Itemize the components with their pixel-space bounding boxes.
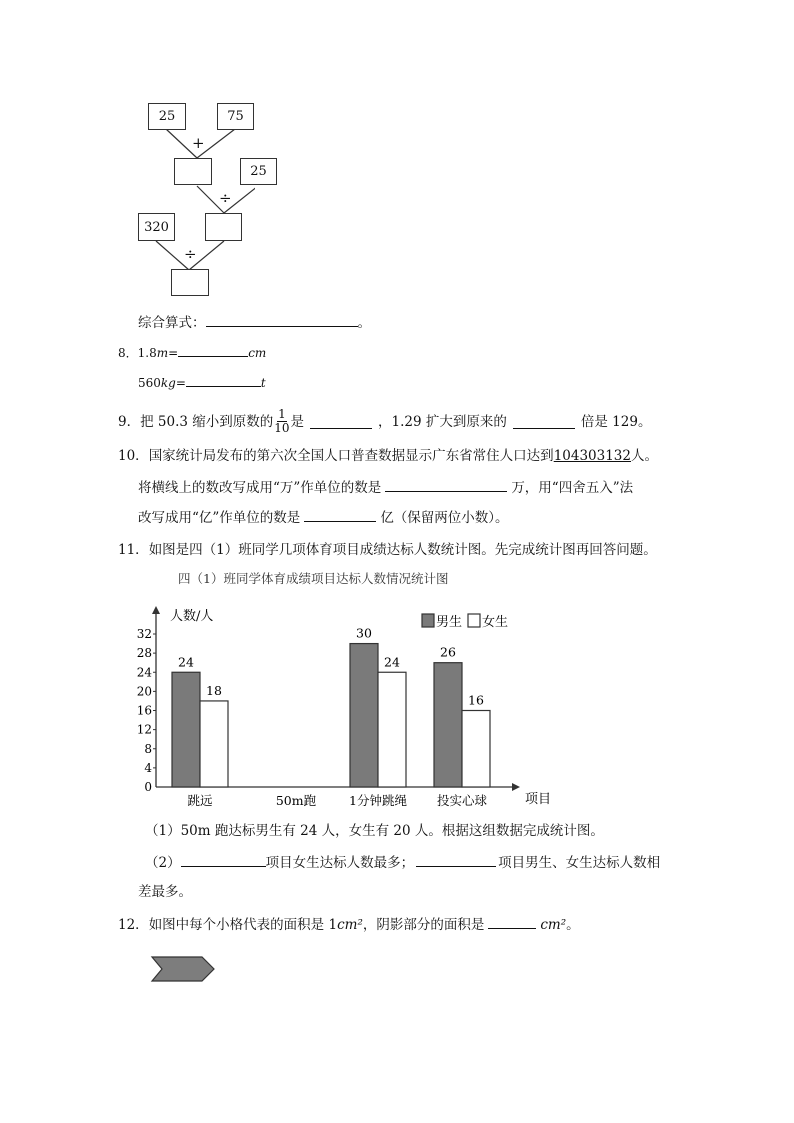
y-tick-label: 8 [144,741,152,756]
bar-value-label: 18 [206,682,222,698]
bar-value-label: 30 [356,625,372,641]
q10-number: 10． [118,448,149,464]
y-tick-label: 28 [136,646,152,661]
q10-text-1: 国家统计局发布的第六次全国人口普查数据显示广东省常住人口达到 [148,448,554,464]
q11-sub2-text-c: 项目男生、女生达标人数相 [498,855,661,871]
tree-box-b: 75 [217,103,254,130]
tree-box-g[interactable] [171,269,209,296]
q11-sub2-label: （2） [145,855,181,871]
q9-part1: 把 50.3 缩小到原数的 [140,413,274,430]
q11-line [118,540,657,560]
q12-unit-1: cm² [337,917,363,933]
q10-blank-1[interactable] [385,477,507,492]
q10-text-2b: 万，用“四舍五入”法 [511,480,634,496]
x-axis-label: 项目 [525,792,552,807]
q8-unit-t: t [260,376,266,390]
q8-number: 8． [118,346,138,360]
q8-line1 [118,342,266,363]
bar-value-label: 16 [468,692,484,708]
q9-frac-den: 10 [274,421,290,435]
x-tick-label: 投实心球 [436,793,488,808]
tree-box-f[interactable] [205,213,242,241]
bar-boys [172,672,200,787]
q8-value-2: 560 [138,376,161,390]
y-tick-label: 4 [144,760,152,775]
q8-line2 [138,372,266,393]
q11-blank-2[interactable] [416,852,496,867]
q10-text-3b: 亿（保留两位小数）。 [380,510,509,526]
tree-op-divide-2: ÷ [184,245,197,263]
y-tick-label: 12 [136,722,152,737]
q11-sub2-line [145,852,660,873]
bar-value-label: 26 [440,644,456,660]
tree-op-plus: + [192,134,205,152]
q12-text-c: 。 [566,917,580,933]
y-axis-arrow [152,606,160,614]
bar-girls [200,701,228,787]
y-tick-label: 24 [136,665,152,680]
q12-unit-2: cm² [540,917,567,933]
chart-title: 四（1）班同学体育成绩项目达标人数情况统计图 [178,571,449,586]
q9-blank-1[interactable] [310,414,372,429]
q10-line2 [138,477,633,498]
q10-text-2: 将横线上的数改写成用“万”作单位的数是 [138,480,382,496]
shaded-arrow-shape [150,955,220,985]
q8-blank-2[interactable] [186,372,261,387]
y-tick-label: 16 [136,703,152,718]
q10-text-1b: 人。 [631,448,658,464]
formula-line [138,312,371,333]
q9-part2: 是 [290,413,305,430]
tree-box-a: 25 [148,103,186,130]
legend-label: 女生 [482,615,509,630]
bar-girls [378,672,406,787]
q9-frac-num: 1 [278,407,286,421]
q8-unit-m: m [156,346,169,360]
q9-number: 9． [118,413,141,430]
q10-population: 104303132 [553,448,631,464]
q8-unit-kg: kg [160,376,176,390]
q8-blank-1[interactable] [178,342,248,357]
q8-eq-2: = [175,376,186,390]
y-tick-label: 20 [136,684,152,699]
q12-line [118,914,580,935]
q10-text-3: 改写成用“亿”作单位的数是 [138,510,301,526]
legend-label: 男生 [436,615,463,630]
tree-box-e: 320 [138,213,175,241]
q9-blank-2[interactable] [513,414,575,429]
x-tick-label: 跳远 [187,793,213,808]
q12-blank[interactable] [488,914,536,929]
q11-sub2-text-b: 项目女生达标人数最多； [265,855,415,871]
q10-line1 [118,446,658,466]
formula-label: 综合算式： [138,315,206,331]
q9-part4: 倍是 129。 [580,413,652,430]
q8-eq-1: = [168,346,179,360]
x-tick-label: 1分钟跳绳 [349,793,407,808]
bar-boys [434,663,462,787]
tree-box-c[interactable] [174,158,212,185]
formula-blank[interactable] [206,312,358,327]
bar-girls [462,711,490,788]
q9-fraction [274,408,289,435]
q11-sub2-cont: 差最多。 [138,884,192,900]
bar-boys [350,644,378,787]
y-tick-label: 0 [144,780,152,794]
q12-text-a: 如图中每个小格代表的面积是 1 [148,917,338,933]
tree-box-d: 25 [240,158,277,185]
bar-chart [130,592,560,817]
q11-text: 如图是四（1）班同学几项体育项目成绩达标人数统计图。先完成统计图再回答问题。 [148,542,657,558]
q10-line3 [138,507,509,528]
q11-number: 11． [118,542,149,558]
formula-end: 。 [357,315,371,331]
tree-op-divide-1: ÷ [219,189,232,207]
q10-blank-2[interactable] [304,507,376,522]
legend-swatch [468,614,480,627]
q8-value-1: 1.8 [137,346,157,360]
bar-value-label: 24 [178,654,194,670]
q12-text-b: ，阴影部分的面积是 [362,917,485,933]
q8-unit-cm: cm [248,346,267,360]
q12-number: 12． [118,917,149,933]
y-tick-label: 32 [136,627,152,641]
x-tick-label: 50m跑 [275,793,317,808]
q9-line [118,408,651,435]
y-axis-label: 人数/人 [170,609,214,624]
q11-blank-1[interactable] [181,852,266,867]
legend-swatch [422,614,434,627]
q11-sub1: （1）50m 跑达标男生有 24 人，女生有 20 人。根据这组数据完成统计图。 [145,823,604,839]
bar-value-label: 24 [384,654,400,670]
x-axis-arrow [512,783,520,791]
q9-part3: ，1.29 扩大到原来的 [378,413,507,430]
